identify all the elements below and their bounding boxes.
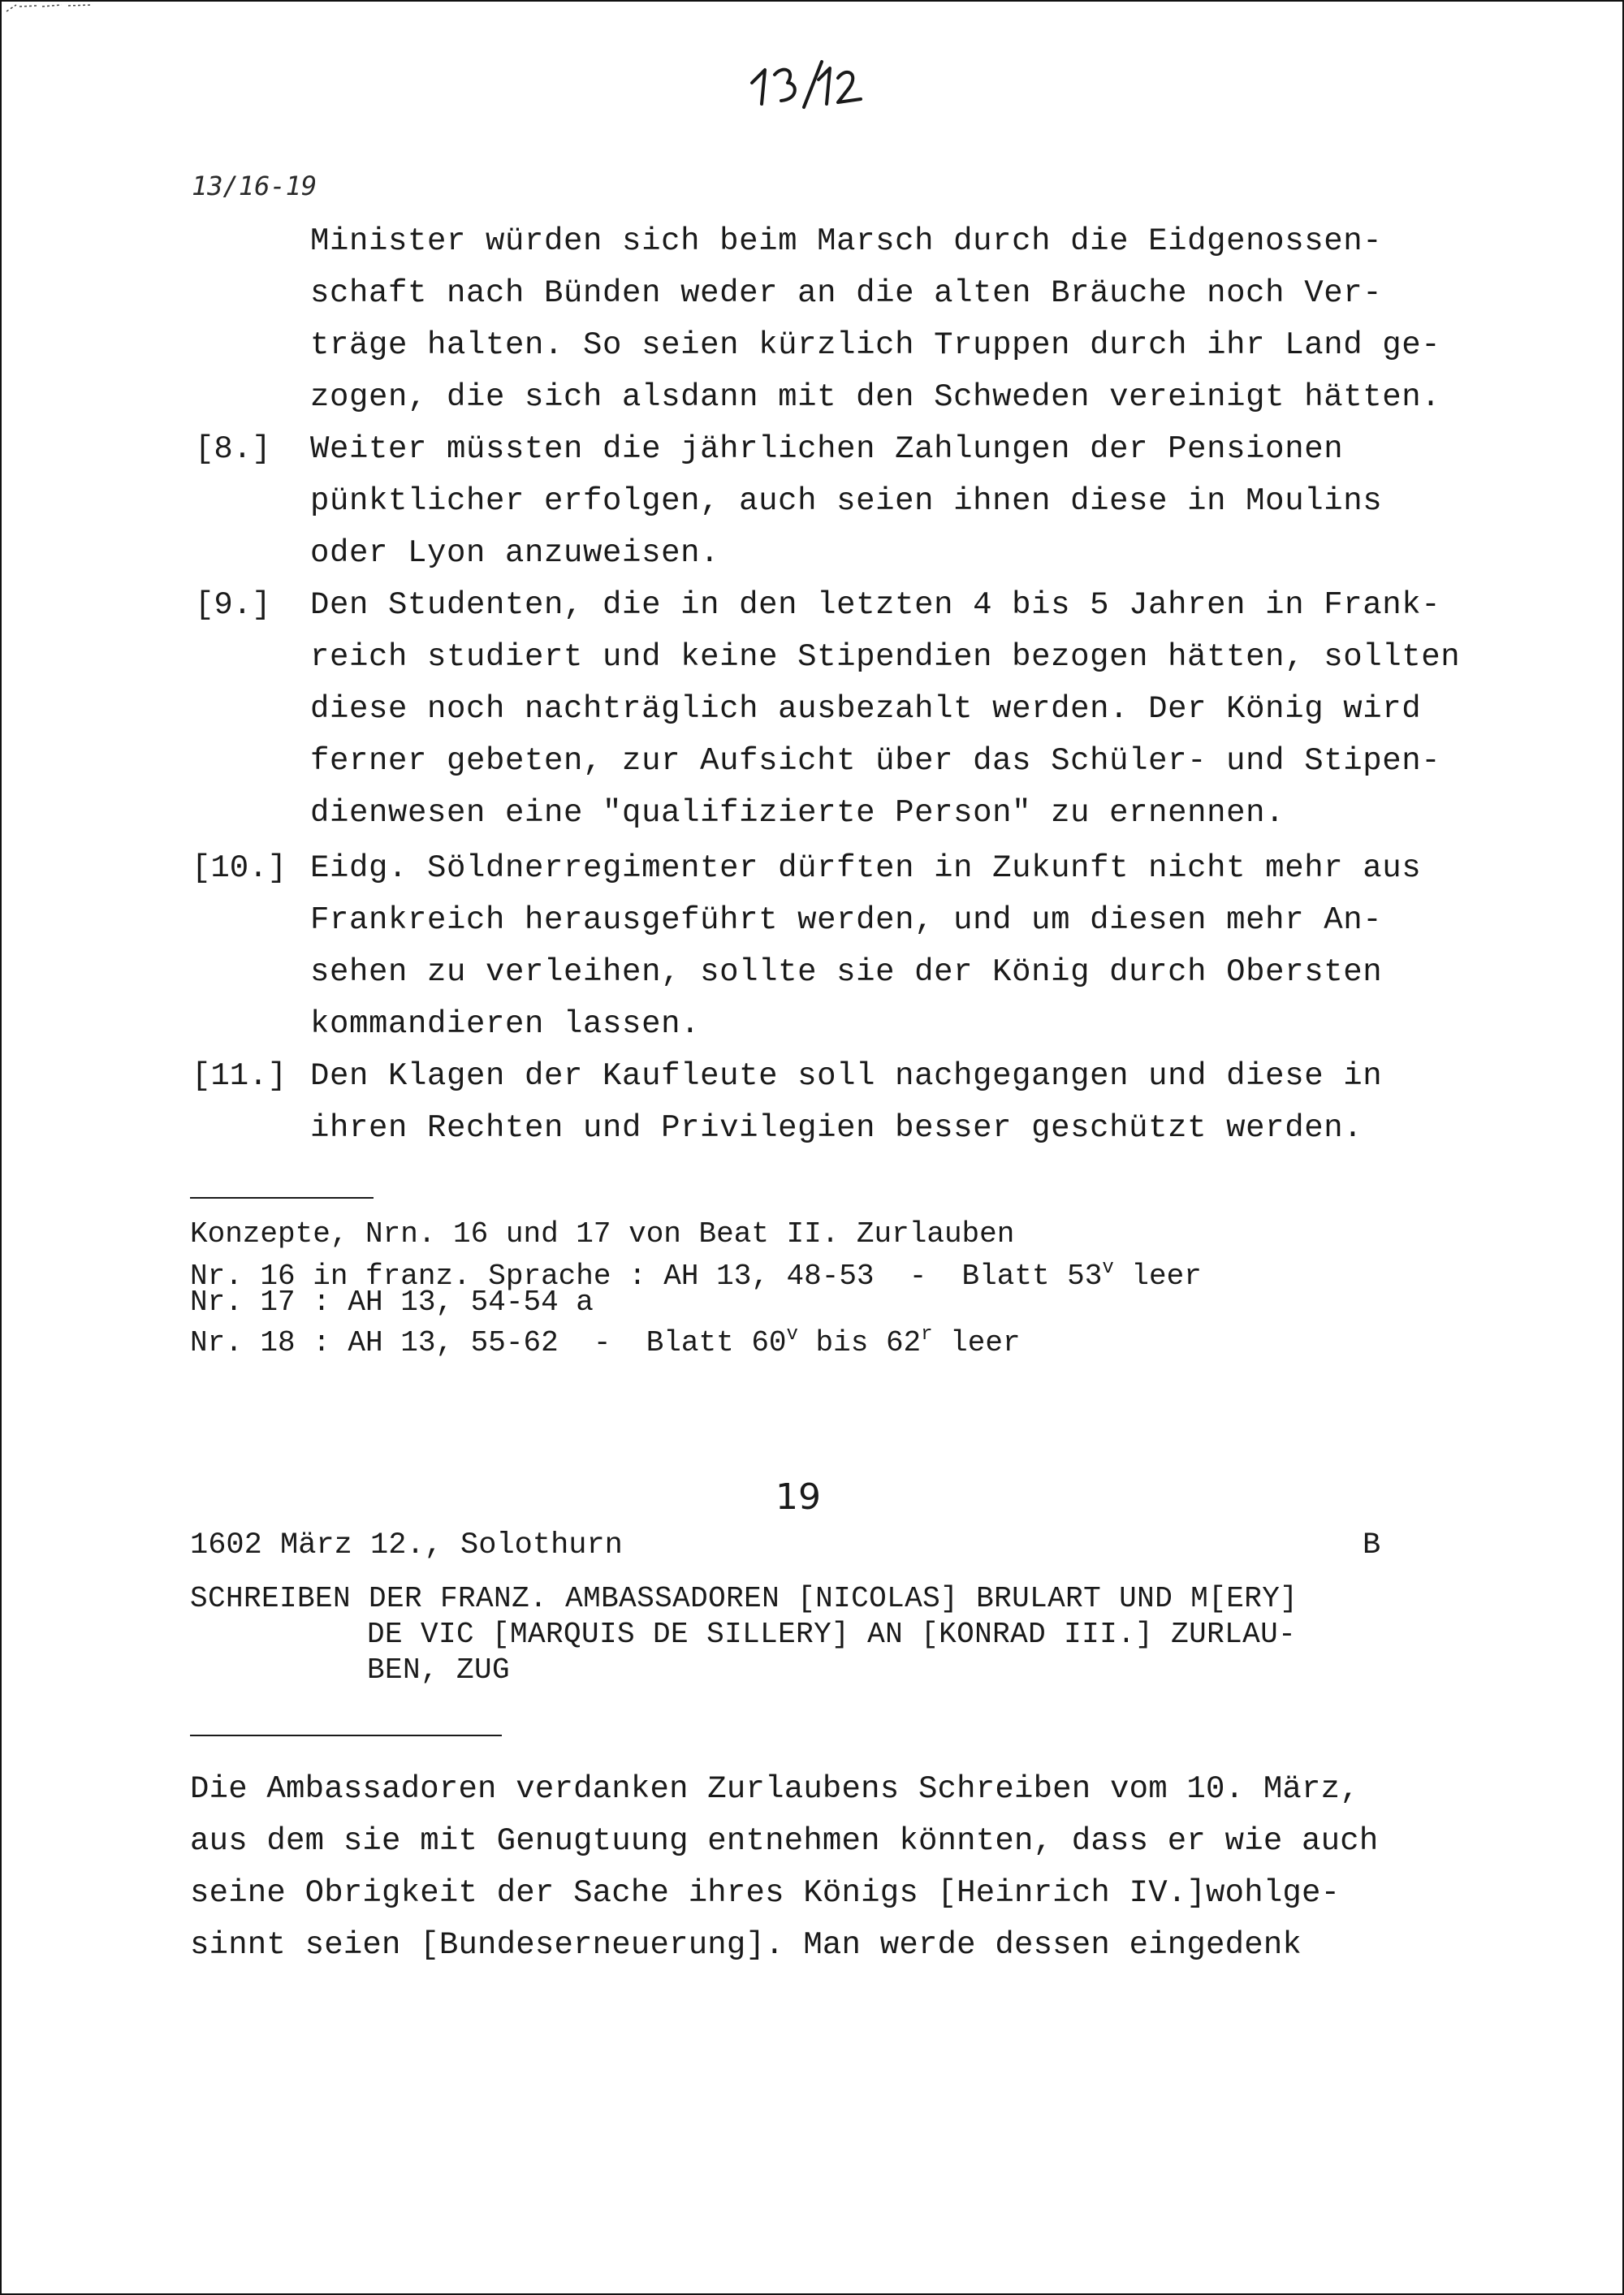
item-number: [9.] bbox=[195, 587, 271, 623]
item-line: oder Lyon anzuweisen. bbox=[310, 535, 720, 571]
item-number: [11.] bbox=[192, 1058, 287, 1094]
item-line: pünktlicher erfolgen, auch seien ihnen diese in Moulins bbox=[310, 483, 1383, 519]
document-number: 19 bbox=[775, 1476, 821, 1518]
page-border-left bbox=[0, 0, 2, 2295]
item-line: ferner gebeten, zur Aufsicht über das Schüler- und Stipen- bbox=[310, 743, 1441, 779]
summary-line: aus dem sie mit Genugtuung entnehmen könnten, dass er wie auch bbox=[190, 1823, 1379, 1859]
item-line: ihren Rechten und Privilegien besser geschützt werden. bbox=[310, 1110, 1363, 1146]
page-border-top bbox=[0, 0, 1624, 2]
item-line: Weiter müssten die jährlichen Zahlungen der Pensionen bbox=[310, 431, 1344, 467]
summary-line: sinnt seien [Bundeserneuerung]. Man werde dessen eingedenk bbox=[190, 1927, 1302, 1963]
handwritten-folio-number bbox=[737, 50, 867, 115]
source-note-line: Nr. 17 : AH 13, 54-54 a bbox=[190, 1286, 594, 1319]
heading-rule bbox=[190, 1735, 502, 1736]
item-line: diese noch nachträglich ausbezahlt werden. Der König wird bbox=[310, 691, 1422, 727]
handwriting-drawing bbox=[737, 50, 867, 115]
document-marker: B bbox=[1363, 1528, 1381, 1562]
document-heading-line: BEN, ZUG bbox=[367, 1653, 511, 1687]
item-line: dienwesen eine "qualifizierte Person" zu ernennen. bbox=[310, 795, 1285, 831]
footnote-rule bbox=[190, 1197, 374, 1199]
document-reference: 13/16-19 bbox=[192, 171, 317, 201]
item-number: [10.] bbox=[192, 850, 287, 886]
item-line: kommandieren lassen. bbox=[310, 1006, 701, 1042]
item-line: Den Klagen der Kaufleute soll nachgegangen und diese in bbox=[310, 1058, 1383, 1094]
item-line: reich studiert und keine Stipendien bezogen hätten, sollten bbox=[310, 639, 1461, 675]
continuation-line: Minister würden sich beim Marsch durch die Eidgenossen- bbox=[310, 223, 1383, 259]
continuation-line: zogen, die sich alsdann mit den Schweden vereinigt hätten. bbox=[310, 379, 1441, 415]
continuation-line: träge halten. So seien kürzlich Truppen durch ihr Land ge- bbox=[310, 327, 1441, 363]
summary-line: seine Obrigkeit der Sache ihres Königs [Heinrich IV.]wohlge- bbox=[190, 1875, 1341, 1911]
item-line: sehen zu verleihen, sollte sie der König durch Obersten bbox=[310, 954, 1383, 990]
document-heading-line: SCHREIBEN DER FRANZ. AMBASSADOREN [NICOLAS] BRULART UND M[ERY] bbox=[190, 1582, 1298, 1615]
scan-artifact bbox=[5, 2, 94, 13]
continuation-line: schaft nach Bünden weder an die alten Bräuche noch Ver- bbox=[310, 275, 1383, 311]
item-line: Frankreich herausgeführt werden, und um diesen mehr An- bbox=[310, 902, 1383, 938]
source-note-line: Nr. 18 : AH 13, 55-62 - Blatt 60$^v$ bis 62$^r$ leer bbox=[190, 1324, 1021, 1359]
item-number: [8.] bbox=[195, 431, 271, 467]
document-date-place: 1602 März 12., Solothurn bbox=[190, 1528, 623, 1562]
item-line: Den Studenten, die in den letzten 4 bis 5 Jahren in Frank- bbox=[310, 587, 1441, 623]
source-note-line: Nr. 16 in franz. Sprache : AH 13, 48-53 - Blatt 53$^v$ leer bbox=[190, 1257, 1202, 1293]
document-heading-line: DE VIC [MARQUIS DE SILLERY] AN [KONRAD III.] ZURLAU- bbox=[367, 1618, 1297, 1651]
source-note-line: Konzepte, Nrn. 16 und 17 von Beat II. Zurlauben bbox=[190, 1217, 1015, 1251]
item-line: Eidg. Söldnerregimenter dürften in Zukunft nicht mehr aus bbox=[310, 850, 1422, 886]
summary-line: Die Ambassadoren verdanken Zurlaubens Schreiben vom 10. März, bbox=[190, 1771, 1359, 1807]
